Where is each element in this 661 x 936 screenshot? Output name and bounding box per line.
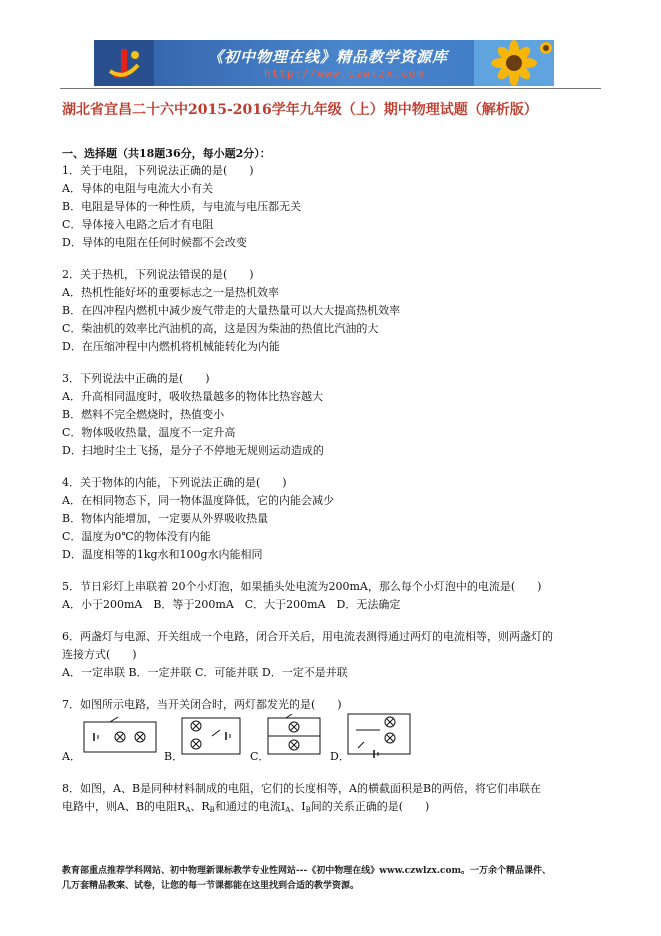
- sunflower-icon: [474, 40, 554, 86]
- question-5: [62, 578, 607, 614]
- option-c: C．柴油机的效率比汽油机的高，这是因为柴油的热值比汽油的大: [62, 322, 379, 335]
- stem-text: 、I: [290, 800, 306, 813]
- option-b: B．物体内能增加，一定要从外界吸收热量: [62, 512, 269, 525]
- footer-line-2: 几万套精品教案、试卷，让您的每一节课都能在这里找到合适的教学资源。: [62, 881, 360, 891]
- question-stem: 2．关于热机，下列说法错误的是( ): [62, 268, 254, 281]
- question-1: [62, 162, 607, 252]
- stem-text: 电路中，则A、B的电阻R: [62, 800, 186, 813]
- option-b: B．电阻是导体的一种性质，与电流与电压都无关: [62, 200, 302, 213]
- question-7: [62, 696, 607, 770]
- subscript-a: A: [285, 806, 291, 814]
- question-stem-cont: [62, 798, 607, 816]
- subscript-a: A: [185, 806, 191, 814]
- options-row: A．一定串联 B．一定并联 C．可能并联 D．一定不是并联: [62, 666, 348, 679]
- subscript-b: B: [209, 806, 215, 814]
- option-b: B．燃料不完全燃烧时，热值变小: [62, 408, 225, 421]
- header-banner: [94, 40, 554, 86]
- options-row: A．小于200mA B．等于200mA C．大于200mA D．无法确定: [62, 598, 401, 611]
- banner-title: 《初中物理在线》精品教学资源库: [208, 48, 449, 66]
- option-d: D．导体的电阻在任何时候都不会改变: [62, 236, 247, 249]
- question-stem: 5．节日彩灯上串联着 20个小灯泡，如果插头处电流为200mA，那么每个小灯泡中的电流是( ): [62, 580, 542, 593]
- question-list: [62, 145, 607, 816]
- question-6: [62, 628, 607, 682]
- option-c: C．温度为0℃的物体没有内能: [62, 530, 211, 543]
- subscript-b: B: [305, 806, 311, 814]
- question-stem: 3．下列说法中正确的是( ): [62, 372, 210, 385]
- question-stem: 8．如图，A、B是同种材料制成的电阻，它们的长度相等，A的横截面积是B的两倍，将它们串联在: [62, 782, 542, 795]
- option-b: B．在四冲程内燃机中减少废气带走的大量热量可以大大提高热机效率: [62, 304, 401, 317]
- circuit-diagram-icon: [264, 714, 326, 758]
- option-d: D．温度相等的1kg水和100g水内能相同: [62, 548, 263, 561]
- option-c: C．物体吸收热量，温度不一定升高: [62, 426, 236, 439]
- footer-line-1: 教育部重点推荐学科网站、初中物理新课标教学专业性网站---《初中物理在线》www.czwlzx.com。一万余个精品课件、: [62, 866, 552, 876]
- circuit-options: [62, 714, 607, 770]
- banner-url[interactable]: http://www.czwlzx.com: [264, 67, 425, 80]
- page-footer: [62, 864, 607, 894]
- question-3: [62, 370, 607, 460]
- option-b-label: B．: [164, 750, 184, 763]
- question-2: [62, 266, 607, 356]
- site-logo: [94, 40, 154, 86]
- stem-text: 和通过的电流I: [214, 800, 286, 813]
- question-stem: 4．关于物体的内能，下列说法正确的是( ): [62, 476, 287, 489]
- stem-text: 间的关系正确的是( ): [310, 800, 430, 813]
- option-a: A．升高相同温度时，吸收热量越多的物体比热容越大: [62, 390, 323, 403]
- option-d: D．在压缩冲程中内燃机将机械能转化为内能: [62, 340, 280, 353]
- question-8: [62, 780, 607, 816]
- circuit-diagram-icon: [344, 708, 416, 760]
- header-divider: [60, 88, 601, 89]
- option-a-label: A．: [62, 750, 81, 763]
- circuit-diagram-icon: [178, 714, 244, 758]
- logo-icon: [104, 45, 144, 81]
- option-c-label: C．: [250, 750, 270, 763]
- option-d-label: D．: [330, 750, 350, 763]
- circuit-diagram-icon: [80, 716, 160, 756]
- question-stem: 6．两盏灯与电源、开关组成一个电路，闭合开关后，用电流表测得通过两灯的电流相等，则两盏灯的: [62, 630, 553, 643]
- section-heading: 一、选择题（共18题36分，每小题2分）：: [62, 147, 271, 160]
- option-c: C．导体接入电路之后才有电阻: [62, 218, 214, 231]
- option-a: A．在相同物态下，同一物体温度降低，它的内能会减少: [62, 494, 334, 507]
- question-stem-cont: 连接方式( ): [62, 648, 137, 661]
- question-4: [62, 474, 607, 564]
- question-stem: 7．如图所示电路，当开关闭合时，两灯都发光的是( ): [62, 698, 342, 711]
- stem-text: 、R: [190, 800, 210, 813]
- page-title: 湖北省宜昌二十六中2015-2016学年九年级（上）期中物理试题（解析版）: [62, 102, 538, 118]
- option-d: D．扫地时尘土飞扬，是分子不停地无规则运动造成的: [62, 444, 324, 457]
- option-a: A．导体的电阻与电流大小有关: [62, 182, 213, 195]
- option-a: A．热机性能好坏的重要标志之一是热机效率: [62, 286, 279, 299]
- question-stem: 1．关于电阻，下列说法正确的是( ): [62, 164, 254, 177]
